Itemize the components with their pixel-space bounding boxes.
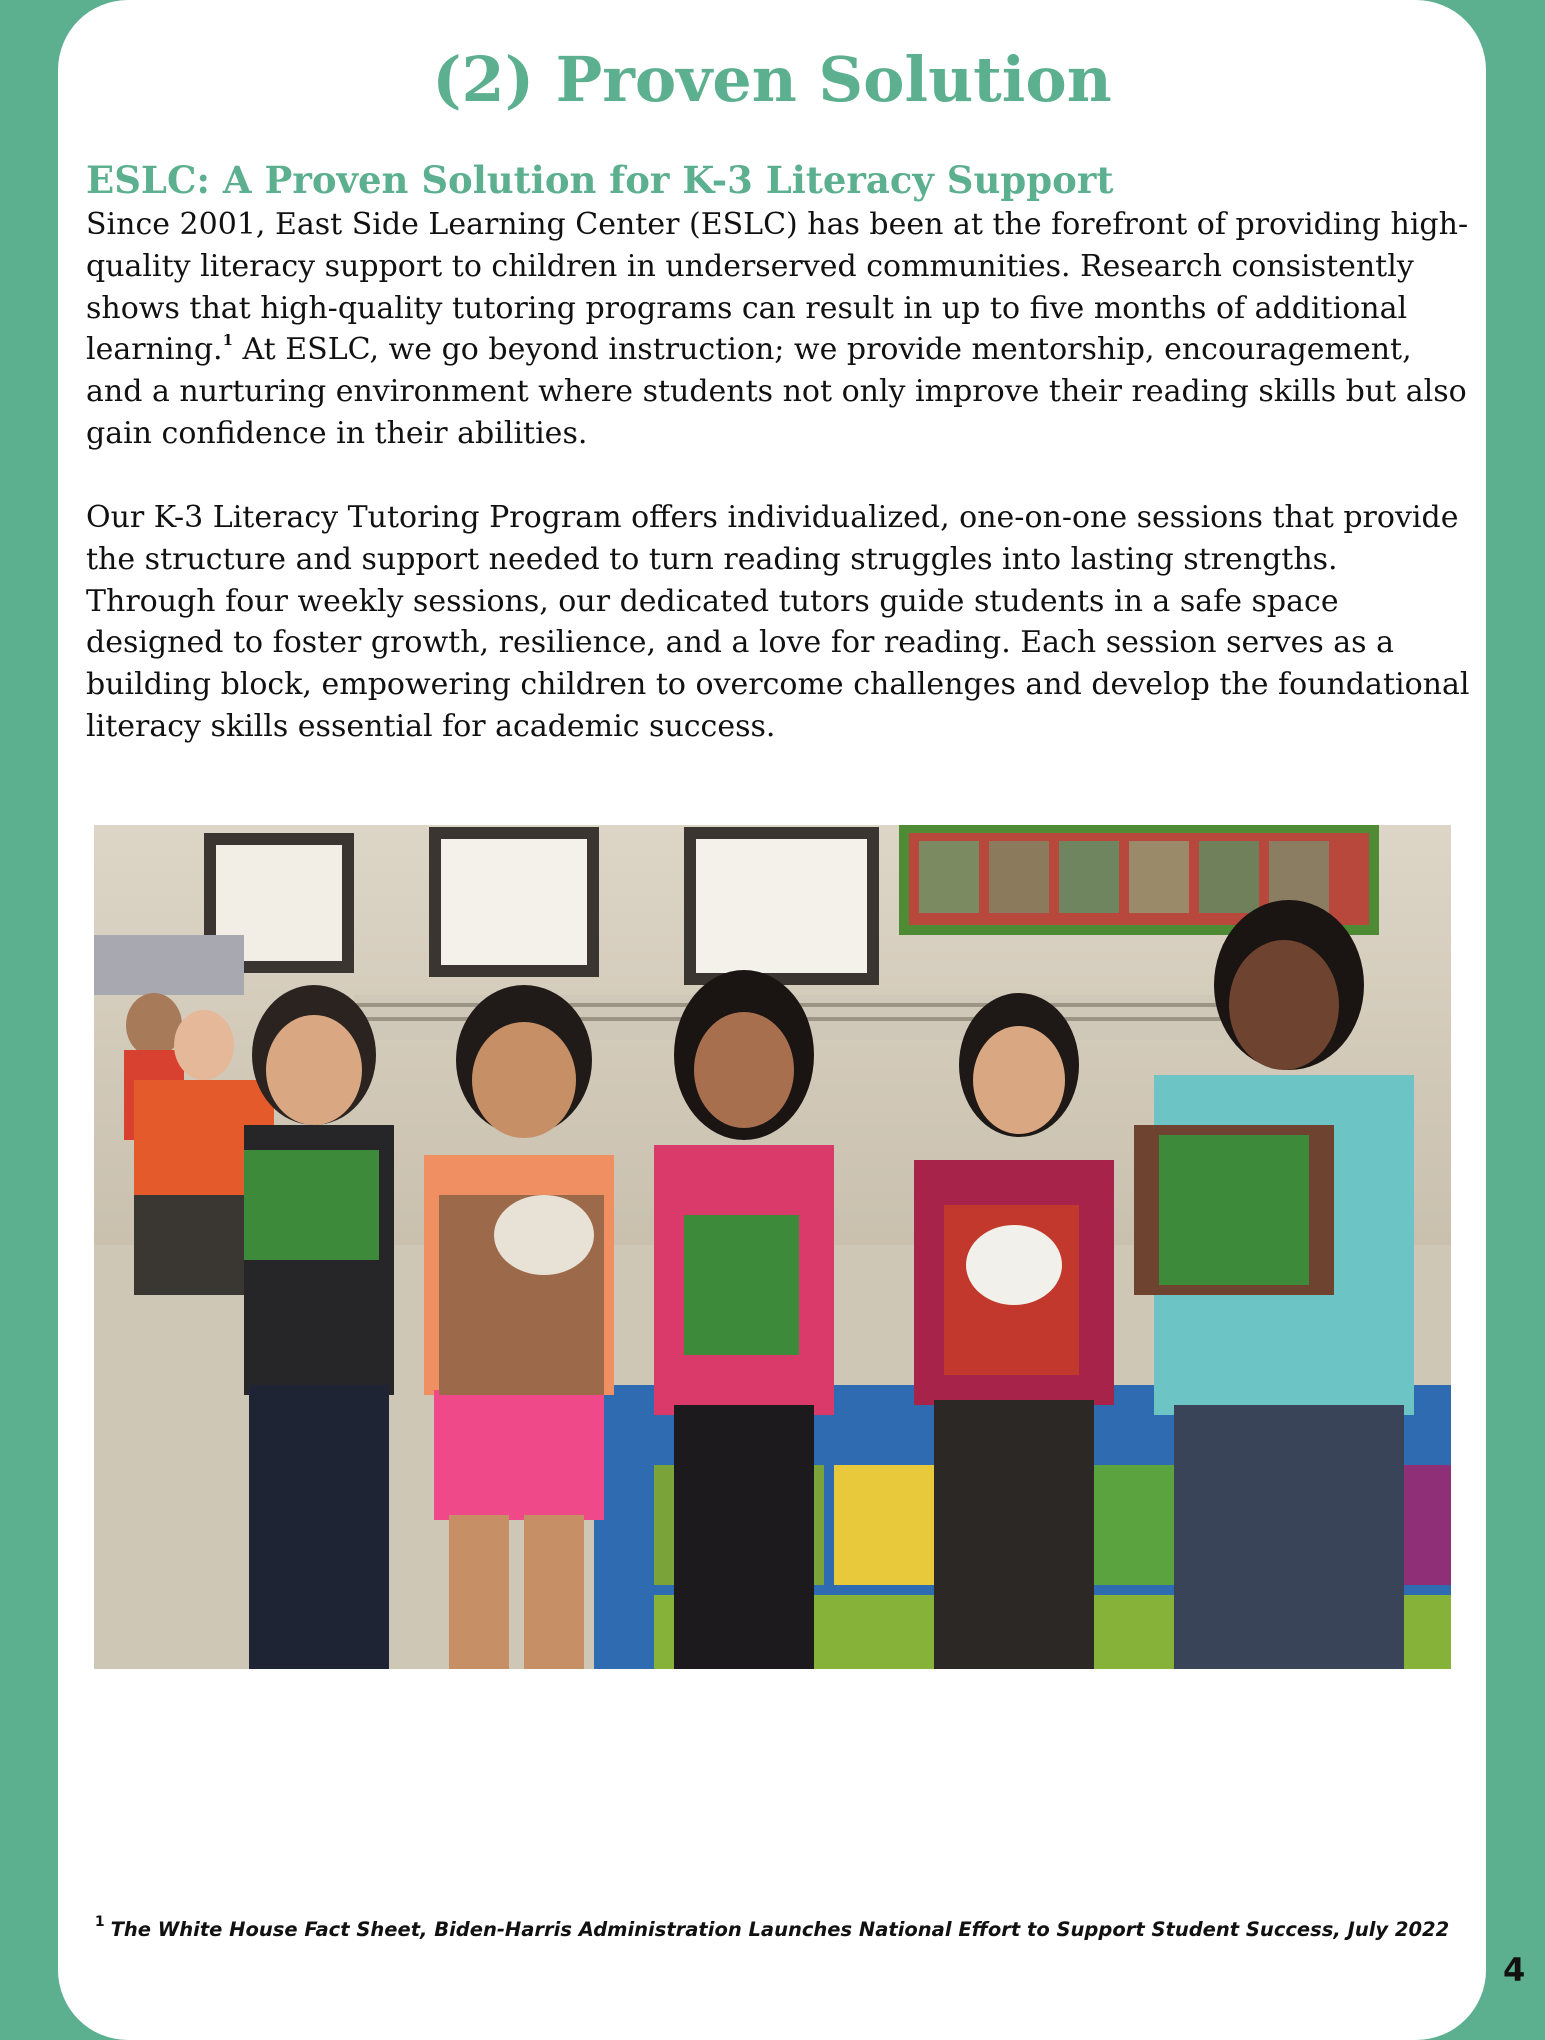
classroom-photo	[94, 825, 1451, 1669]
intro-text-continued: At ESLC, we go beyond instruction; we provide mentorship, encouragement, and a nurturing environment where students not only improve their reading skills but also gain confidence in their abilities.	[86, 332, 1467, 451]
program-paragraph: Our K-3 Literacy Tutoring Program offers individualized, one-on-one sessions that provide the structure and support needed to turn reading struggles into lasting strengths. Through four weekly sessions, our dedicated tutors guide students in a safe space designed to foster growth, resilience, and a love for reading. Each session serves as a building block, empowering children to overcome challenges and develop the foundational literacy skills essential for academic success.	[86, 500, 1470, 744]
footnote	[58, 1916, 1486, 1944]
footnote-text: The White House Fact Sheet, Biden-Harris Administration Launches National Effort to Support Student Success, July 2022	[110, 1918, 1450, 1941]
footnote-reference[interactable]: 1	[222, 331, 233, 350]
page-title: (2) Proven Solution	[432, 43, 1112, 116]
section-heading: ESLC: A Proven Solution for K-3 Literacy Support	[86, 158, 1114, 202]
page-number: 4	[1503, 1951, 1526, 1989]
intro-paragraph	[86, 204, 1471, 455]
footnote-marker: 1	[94, 1914, 105, 1930]
intro-text: Since 2001, East Side Learning Center (ESLC) has been at the forefront of providing high-quality literacy support to children in underserved communities. Research consistently shows that high-quality tutoring programs can result in up to five months of additional learning.	[86, 207, 1469, 368]
